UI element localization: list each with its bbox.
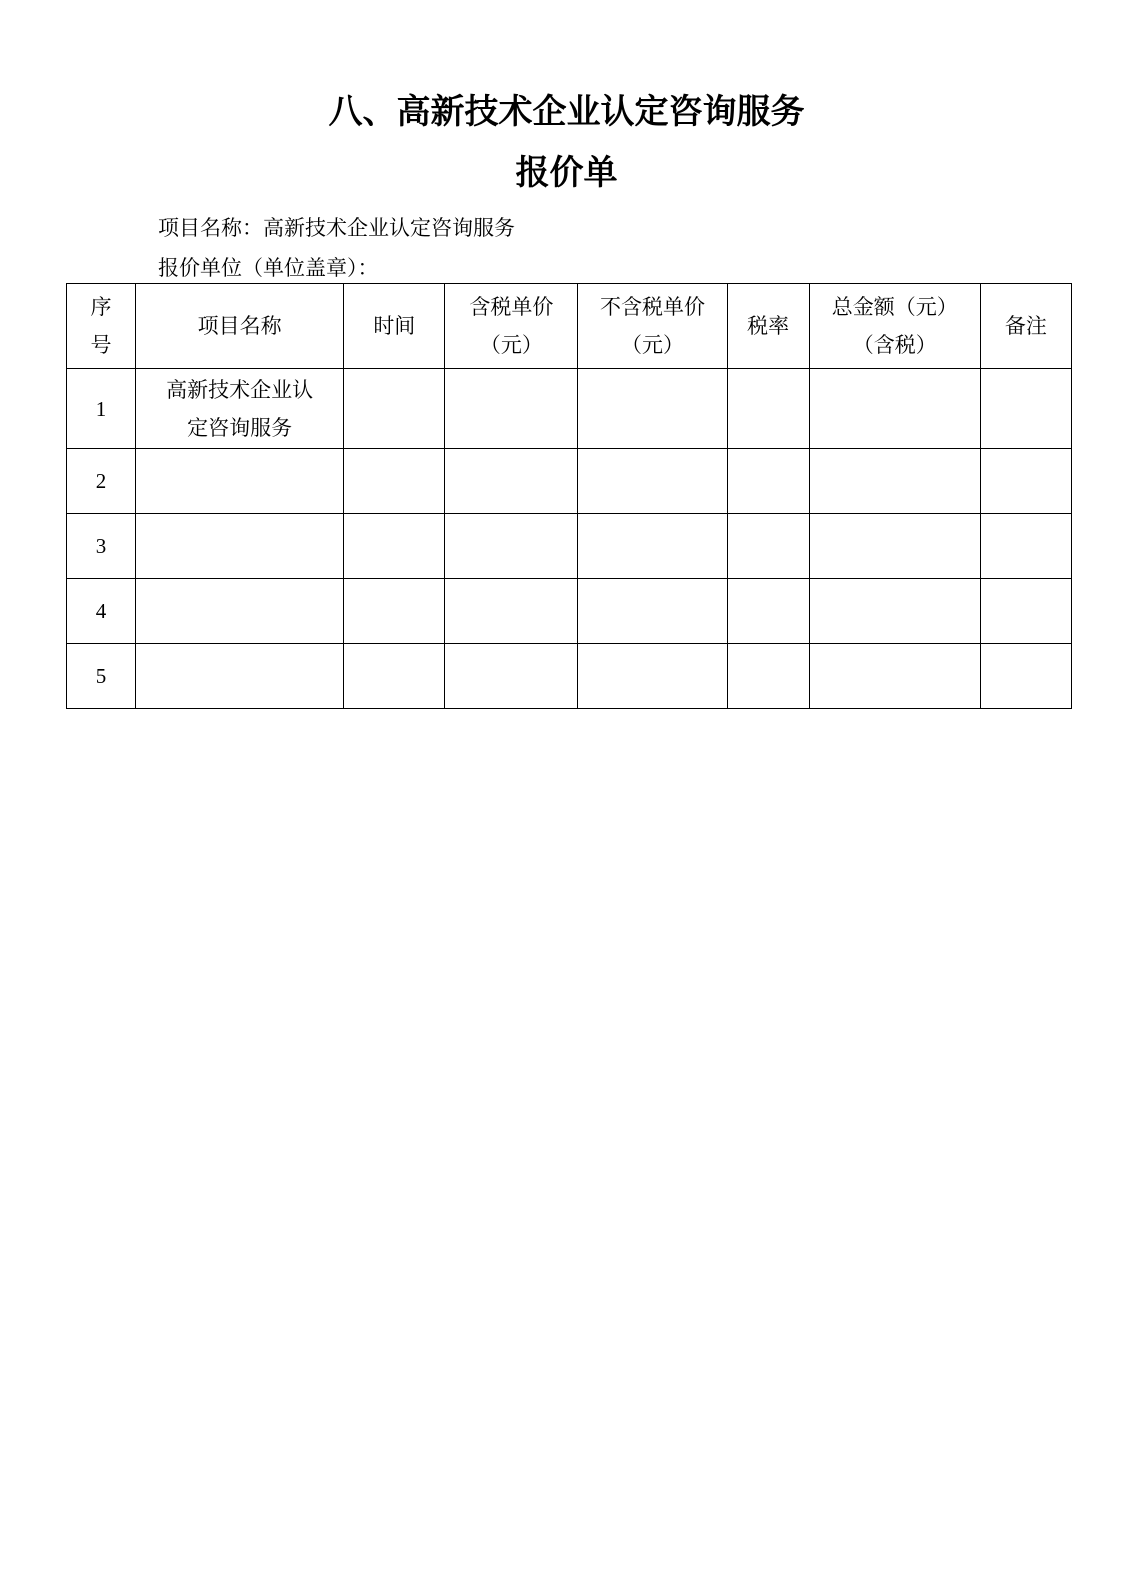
- cell-unit-price-tax-incl: [445, 449, 578, 514]
- cell-seq: 1: [67, 369, 136, 449]
- cell-unit-price-tax-incl: [445, 644, 578, 709]
- cell-seq: 4: [67, 579, 136, 644]
- cell-remarks: [980, 644, 1071, 709]
- header-unit-price-tax-excl-line-1: 不含税单价: [600, 295, 706, 319]
- cell-total-amount: [809, 369, 980, 449]
- cell-remarks: [980, 579, 1071, 644]
- cell-time: [344, 514, 445, 579]
- cell-item-name: [136, 514, 344, 579]
- cell-unit-price-tax-incl: [445, 514, 578, 579]
- cell-seq: 5: [67, 644, 136, 709]
- table-row: [67, 449, 1072, 514]
- header-remarks: 备注: [980, 284, 1071, 369]
- header-seq: [67, 284, 136, 369]
- cell-item-name: [136, 579, 344, 644]
- header-item-name: 项目名称: [136, 284, 344, 369]
- header-total-amount: [809, 284, 980, 369]
- cell-item-name: [136, 369, 344, 449]
- header-time: 时间: [344, 284, 445, 369]
- cell-item-name: [136, 644, 344, 709]
- header-tax-rate: 税率: [727, 284, 809, 369]
- cell-unit-price-tax-incl: [445, 579, 578, 644]
- quoting-unit-line: 报价单位（单位盖章）：: [158, 256, 379, 280]
- cell-tax-rate: [727, 369, 809, 449]
- header-unit-price-tax-incl: [445, 284, 578, 369]
- cell-item-name-line-1: 高新技术企业认: [166, 377, 314, 402]
- cell-unit-price-tax-excl: [578, 514, 727, 579]
- cell-item-name-line-2: 定咨询服务: [187, 415, 293, 440]
- cell-remarks: [980, 449, 1071, 514]
- cell-unit-price-tax-excl: [578, 449, 727, 514]
- table-row: [67, 644, 1072, 709]
- cell-total-amount: [809, 579, 980, 644]
- cell-unit-price-tax-incl: [445, 369, 578, 449]
- cell-time: [344, 449, 445, 514]
- cell-tax-rate: [727, 514, 809, 579]
- cell-seq: 3: [67, 514, 136, 579]
- document-subtitle: 报价单: [515, 153, 618, 193]
- cell-unit-price-tax-excl: [578, 579, 727, 644]
- header-total-amount-line-1: 总金额（元）: [831, 295, 958, 319]
- cell-time: [344, 644, 445, 709]
- document-title: 八、高新技术企业认定咨询服务: [328, 92, 805, 132]
- quotation-table: [66, 283, 1072, 709]
- header-unit-price-tax-excl-line-2: （元）: [621, 333, 685, 357]
- cell-total-amount: [809, 644, 980, 709]
- cell-time: [344, 579, 445, 644]
- header-unit-price-tax-incl-line-2: （元）: [479, 333, 543, 357]
- header-seq-line-2: 号: [90, 333, 112, 357]
- table-row: [67, 514, 1072, 579]
- header-total-amount-line-2: （含税）: [852, 333, 937, 357]
- cell-remarks: [980, 369, 1071, 449]
- cell-unit-price-tax-excl: [578, 369, 727, 449]
- header-seq-line-1: 序: [90, 295, 112, 319]
- table-row: [67, 579, 1072, 644]
- cell-item-name: [136, 449, 344, 514]
- cell-time: [344, 369, 445, 449]
- table-header-row: [67, 284, 1072, 369]
- header-unit-price-tax-excl: [578, 284, 727, 369]
- cell-tax-rate: [727, 449, 809, 514]
- table-row: [67, 369, 1072, 449]
- cell-total-amount: [809, 449, 980, 514]
- cell-remarks: [980, 514, 1071, 579]
- cell-unit-price-tax-excl: [578, 644, 727, 709]
- cell-total-amount: [809, 514, 980, 579]
- project-name-line: 项目名称：高新技术企业认定咨询服务: [158, 216, 515, 240]
- cell-tax-rate: [727, 644, 809, 709]
- cell-tax-rate: [727, 579, 809, 644]
- header-unit-price-tax-incl-line-1: 含税单价: [469, 295, 554, 319]
- cell-seq: 2: [67, 449, 136, 514]
